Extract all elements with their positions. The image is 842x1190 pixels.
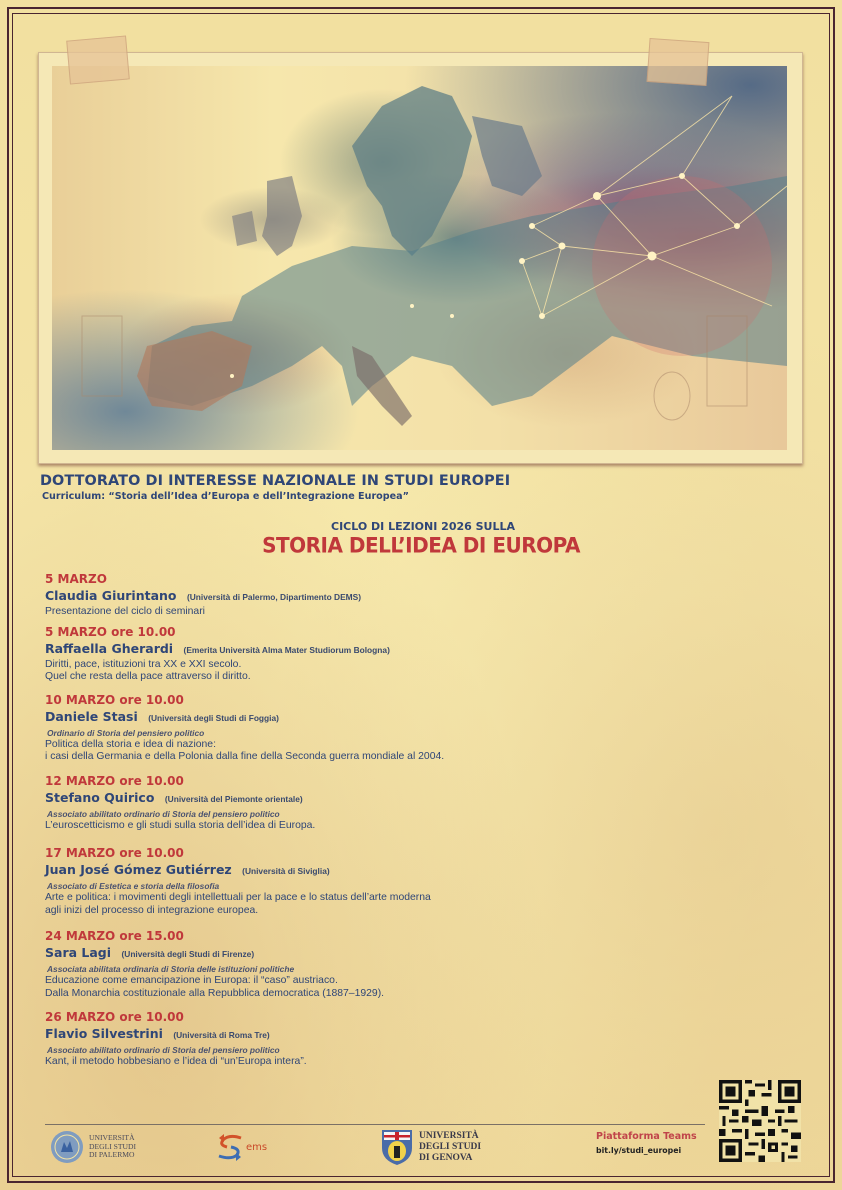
cycle-heading <box>0 520 842 557</box>
palermo-logo-line: DI PALERMO <box>89 1150 135 1160</box>
lecture-topic: Educazione come emancipazione in Europa: il “caso” austriaco. <box>45 975 338 986</box>
logo-universita-palermo <box>50 1130 136 1164</box>
genova-logo-line: DEGLI STUDI <box>419 1141 482 1152</box>
lecture-item <box>45 846 565 917</box>
palermo-seal-icon <box>50 1130 84 1164</box>
curriculum-subtitle: Curriculum: “Storia dell’Idea d’Europa e dell’Integrazione Europea” <box>42 491 409 502</box>
lecture-item <box>45 929 565 1000</box>
tape-decoration <box>66 35 130 84</box>
lecture-topic: Presentazione del ciclo di seminari <box>45 606 205 617</box>
lecture-date: 17 MARZO ore 10.00 <box>45 846 184 860</box>
dems-logo-text: ems <box>246 1141 268 1153</box>
speaker-role: Associato abilitato ordinario di Storia del pensiero politico <box>47 1045 280 1055</box>
cycle-subtitle: CICLO DI LEZIONI 2026 SULLA <box>331 520 515 533</box>
tape-decoration <box>647 38 710 86</box>
speaker-name: Daniele Stasi <box>45 708 138 724</box>
speaker-affiliation: (Università di Palermo, Dipartimento DEMS) <box>186 592 362 602</box>
speaker-role: Ordinario di Storia del pensiero politico <box>47 727 205 738</box>
speaker-affiliation: (Emerita Università Alma Mater Studiorum Bologna) <box>183 644 390 655</box>
speaker-affiliation: (Università di Roma Tre) <box>173 1030 270 1040</box>
lecture-date: 24 MARZO ore 15.00 <box>45 929 184 943</box>
lecture-date: 10 MARZO ore 10.00 <box>45 692 184 707</box>
lecture-topic: Kant, il metodo hobbesiano e l’idea di “un’Europa intera”. <box>45 1056 307 1067</box>
lecture-item <box>45 693 565 764</box>
lecture-item <box>45 1010 565 1069</box>
lecture-date: 26 MARZO ore 10.00 <box>45 1010 184 1024</box>
palermo-logo-line: UNIVERSITÀ <box>89 1133 135 1143</box>
palermo-logo-line: DEGLI STUDI <box>89 1141 137 1151</box>
genova-logo-line: DI GENOVA <box>419 1152 473 1163</box>
speaker-role: Associato abilitato ordinario di Storia del pensiero politico <box>47 808 280 819</box>
europe-map-illustration <box>52 66 787 450</box>
lecture-topic: L’euroscetticismo e gli studi sulla storia dell’idea di Europa. <box>45 819 316 831</box>
speaker-name: Juan José Gómez Gutiérrez <box>45 862 232 877</box>
lecture-item <box>45 572 565 619</box>
speaker-name: Raffaella Gherardi <box>45 640 174 656</box>
speaker-affiliation: (Università del Piemonte orientale) <box>164 793 303 804</box>
speaker-name: Sara Lagi <box>45 945 112 960</box>
lecture-list <box>45 572 565 1074</box>
europe-map-image <box>52 66 787 450</box>
speaker-name: Flavio Silvestrini <box>45 1026 163 1041</box>
speaker-affiliation: (Università degli Studi di Foggia) <box>148 712 279 723</box>
lecture-topic: agli inizi del processo di integrazione europea. <box>45 904 259 916</box>
lecture-item <box>45 625 565 684</box>
lecture-date: 5 MARZO ore 10.00 <box>45 624 176 639</box>
lecture-topic: Dalla Monarchia costituzionale alla Repubblica democratica (1887–1929). <box>45 987 385 999</box>
logo-dems <box>215 1130 267 1164</box>
lecture-topic: Quel che resta della pace attraverso il diritto. <box>45 671 251 682</box>
lecture-topic: Arte e politica: i movimenti degli intellettuali per la pace e lo status dell’arte moderna <box>45 892 431 903</box>
lecture-date: 5 MARZO <box>45 572 107 586</box>
doctorate-title: DOTTORATO DI INTERESSE NAZIONALE IN STUDI EUROPEI <box>40 473 511 489</box>
footer-divider <box>45 1124 705 1125</box>
lecture-topic: Diritti, pace, istituzioni tra XX e XXI secolo. <box>45 658 242 670</box>
dems-arrows-icon <box>215 1130 245 1164</box>
speaker-affiliation: (Università degli Studi di Firenze) <box>121 949 255 959</box>
platform-label: Piattaforma Teams <box>596 1131 697 1142</box>
speaker-name: Stefano Quirico <box>45 789 155 805</box>
lecture-date: 12 MARZO ore 10.00 <box>45 773 184 788</box>
speaker-name: Claudia Giurintano <box>45 588 177 603</box>
speaker-affiliation: (Università di Siviglia) <box>242 866 330 876</box>
speaker-role: Associato di Estetica e storia della filosofia <box>47 881 220 891</box>
program-header <box>40 473 510 502</box>
qr-code[interactable] <box>719 1080 801 1162</box>
lecture-topic: i casi della Germania e della Polonia dalla fine della Seconda guerra mondiale al 2004. <box>45 751 445 762</box>
online-platform-info <box>596 1131 697 1155</box>
lecture-item <box>45 774 565 833</box>
qr-code-icon <box>719 1080 801 1162</box>
lecture-topic: Politica della storia e idea di nazione: <box>45 738 216 750</box>
speaker-role: Associata abilitata ordinaria di Storia delle istituzioni politiche <box>47 964 295 974</box>
platform-link[interactable]: bit.ly/studi_europei <box>596 1146 682 1155</box>
cycle-title: STORIA DELL’IDEA DI EUROPA <box>262 532 580 558</box>
genova-shield-icon <box>380 1128 414 1166</box>
genova-logo-line: UNIVERSITÀ <box>419 1130 479 1141</box>
logo-universita-genova <box>380 1128 481 1166</box>
